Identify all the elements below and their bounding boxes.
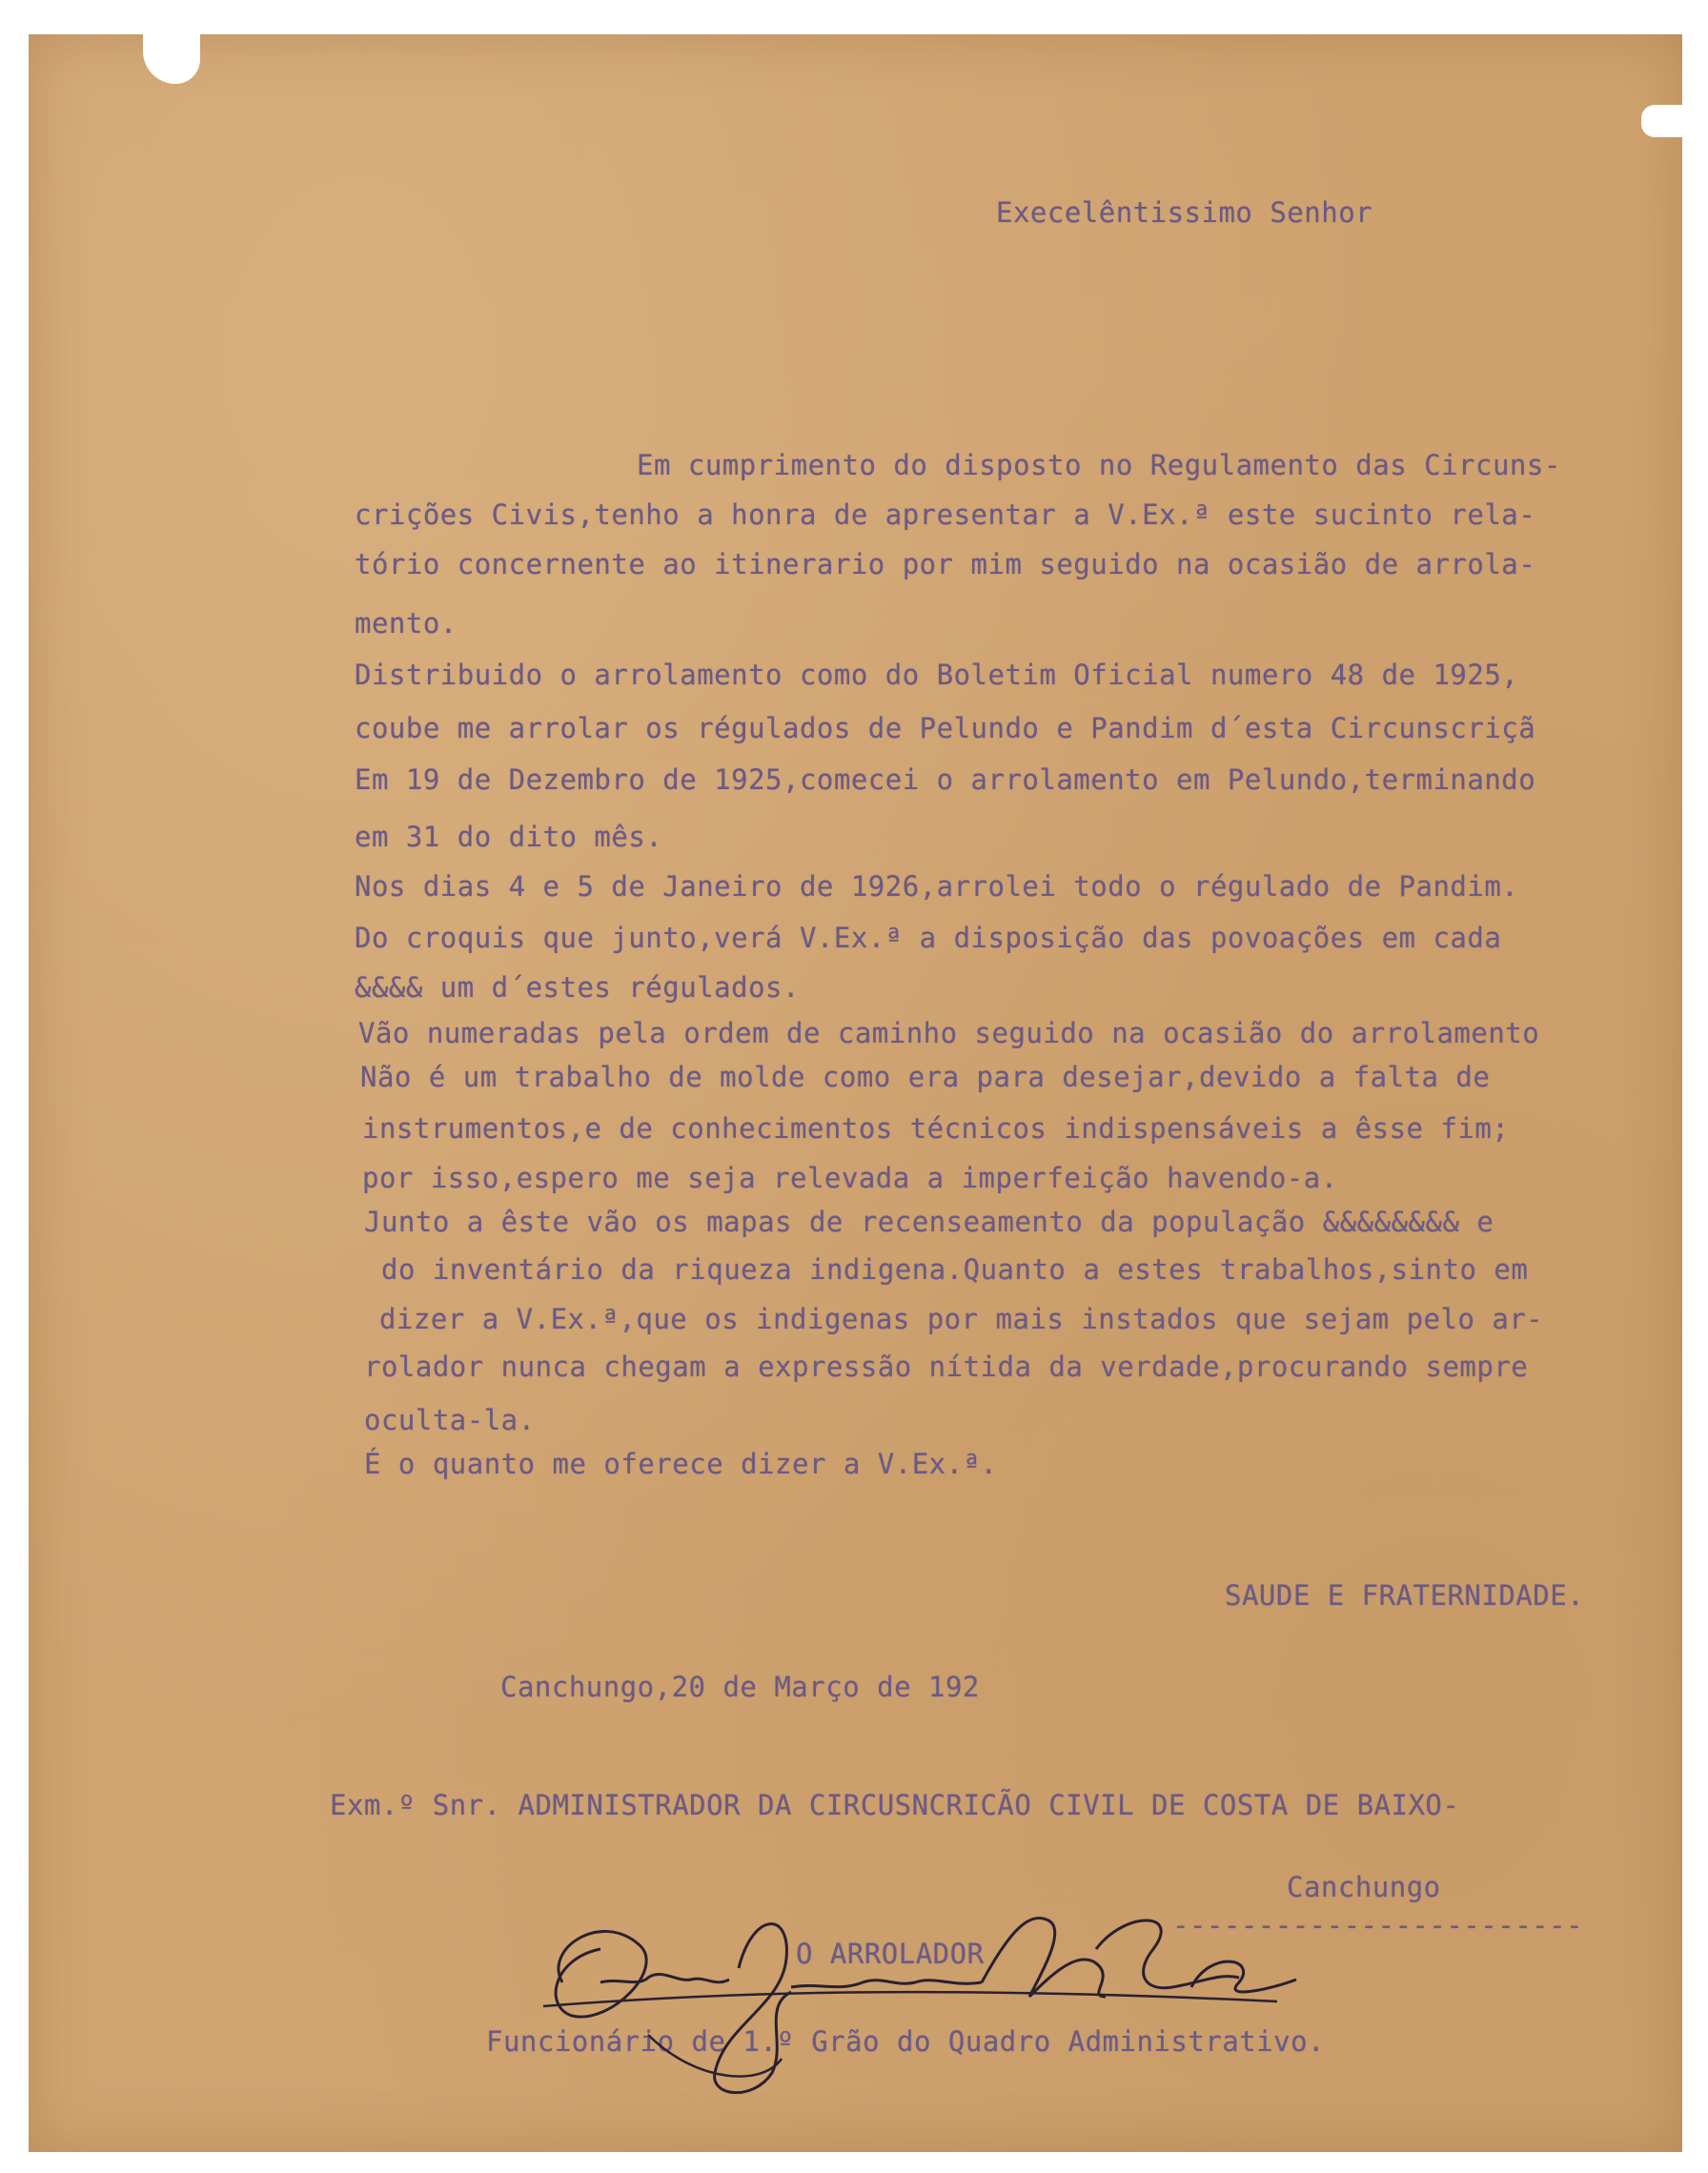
paper-tear-right xyxy=(1641,105,1698,137)
place-date: Canchungo,20 de Março de 192 xyxy=(500,1671,980,1703)
body-line-4: mento. xyxy=(355,607,458,640)
body-line-1: Em cumprimento do disposto no Regulamento das Circuns- xyxy=(637,449,1561,481)
addressee-rule: ------------------------ xyxy=(1172,1909,1584,1941)
body-line-16: Junto a êste vão os mapas de recenseamento da população &&&&&&&& e xyxy=(364,1206,1494,1238)
handwritten-signature xyxy=(534,1892,1315,2111)
body-line-13: Não é um trabalho de molde como era para desejar,devido a falta de xyxy=(360,1061,1491,1093)
signatory-title: O ARROLADOR xyxy=(796,1938,985,1970)
body-line-18: dizer a V.Ex.ª,que os indigenas por mais instados que sejam pelo ar- xyxy=(379,1303,1544,1335)
body-line-10: Do croquis que junto,verá V.Ex.ª a disposição das povoações em cada xyxy=(355,922,1502,954)
body-line-15: por isso,espero me seja relevada a imperfeição havendo-a. xyxy=(362,1162,1338,1194)
salutation: Execelêntissimo Senhor xyxy=(996,196,1373,229)
body-line-11: &&&& um d´estes régulados. xyxy=(355,971,800,1004)
signatory-role: Funcionário de 1.º Grão do Quadro Administrativo. xyxy=(486,2025,1326,2058)
body-line-21: É o quanto me oferece dizer a V.Ex.ª. xyxy=(364,1448,998,1480)
body-line-5: Distribuido o arrolamento como do Boletim Oficial numero 48 de 1925, xyxy=(355,659,1519,691)
body-line-19: rolador nunca chegam a expressão nítida da verdade,procurando sempre xyxy=(364,1351,1529,1383)
body-line-9: Nos dias 4 e 5 de Janeiro de 1926,arrolei todo o régulado de Pandim. xyxy=(355,870,1519,903)
body-line-3: tório concernente ao itinerario por mim seguido na ocasião de arrola- xyxy=(355,548,1536,580)
closing: SAUDE E FRATERNIDADE. xyxy=(1225,1579,1585,1612)
body-line-2: crições Civis,tenho a honra de apresentar a V.Ex.ª este sucinto rela- xyxy=(355,498,1536,531)
body-line-6: coube me arrolar os régulados de Pelundo e Pandim d´esta Circunscriçã xyxy=(355,712,1536,744)
body-line-20: oculta-la. xyxy=(364,1404,536,1436)
body-line-17: do inventário da riqueza indigena.Quanto a estes trabalhos,sinto em xyxy=(381,1253,1529,1286)
addressee-city: Canchungo xyxy=(1287,1871,1441,1903)
body-line-14: instrumentos,e de conhecimentos técnicos indispensáveis a êsse fim; xyxy=(362,1112,1510,1145)
body-line-8: em 31 do dito mês. xyxy=(355,821,663,853)
addressee-line: Exm.º Snr. ADMINISTRADOR DA CIRCUSNCRICÃO CIVIL DE COSTA DE BAIXO- xyxy=(330,1789,1460,1821)
body-line-7: Em 19 de Dezembro de 1925,comecei o arrolamento em Pelundo,terminando xyxy=(355,763,1536,796)
body-line-12: Vão numeradas pela ordem de caminho seguido na ocasião do arrolamento xyxy=(358,1017,1540,1049)
